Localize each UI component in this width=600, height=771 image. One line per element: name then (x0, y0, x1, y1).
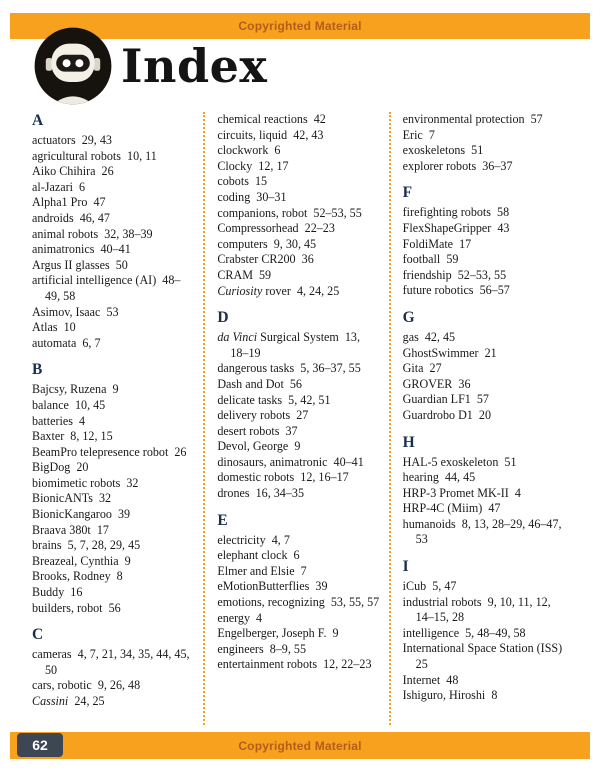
index-section-letter-b: B (32, 361, 43, 379)
index-entry: Aiko Chihira 26 (32, 164, 114, 179)
index-entry: Dash and Dot 56 (217, 376, 302, 391)
index-entry: animal robots 32, 38–39 (32, 226, 153, 241)
index-entry: emotions, recognizing 53, 55, 57 (217, 595, 380, 610)
index-entry: intelligence 5, 48–49, 58 (402, 625, 526, 640)
index-entry: chemical reactions 42 (217, 112, 326, 126)
index-entry: artificial intelligence (AI) 48–49, 58 (32, 273, 181, 303)
index-entry: biomimetic robots 32 (32, 475, 139, 490)
index-entry: engineers 8–9, 55 (217, 641, 306, 656)
index-entry: Internet 48 (402, 672, 459, 687)
index-entry: Braava 380t 17 (32, 522, 109, 537)
index-entry: dinosaurs, animatronic 40–41 (217, 454, 364, 469)
index-entry: exoskeletons 51 (402, 143, 484, 158)
index-entry: HAL-5 exoskeleton 51 (402, 454, 517, 469)
index-entry: CRAM 59 (217, 267, 272, 282)
index-entry: Asimov, Isaac 53 (32, 304, 119, 319)
index-entry: Buddy 16 (32, 585, 83, 600)
index-entry: Breazeal, Cynthia 9 (32, 553, 131, 568)
index-entry: Engelberger, Joseph F. 9 (217, 626, 339, 641)
index-entry: Atlas 10 (32, 320, 76, 335)
index-entry: iCub 5, 47 (402, 579, 457, 594)
index-entry: BionicANTs 32 (32, 491, 112, 506)
index-entry: humanoids 8, 13, 28–29, 46–47, 53 (402, 516, 565, 547)
index-entry: industrial robots 9, 10, 11, 12, 14–15, 28 (402, 594, 554, 625)
index-section-letter-c: C (32, 626, 44, 644)
index-entry: desert robots 37 (217, 423, 298, 438)
index-entry: GROVER 36 (402, 376, 471, 391)
index-entry: Baxter 8, 12, 15 (32, 429, 113, 444)
page-title: Index (121, 39, 268, 93)
index-entry: drones 16, 34–35 (217, 486, 304, 501)
masthead (33, 26, 267, 106)
index-entry: Compressorhead 22–23 (217, 221, 335, 236)
index-section-letter-d: D (217, 309, 229, 327)
index-entry: electricity 4, 7 (217, 532, 290, 547)
index-entry: football 59 (402, 252, 459, 267)
index-entry: future robotics 56–57 (402, 283, 510, 298)
page-number-badge: 62 (17, 733, 63, 757)
index-section-letter-a: A (32, 112, 44, 129)
index-entry: HRP-4C (Miim) 47 (402, 501, 501, 516)
bottom-banner-text: Copyrighted Material (238, 738, 362, 753)
index-entry: delivery robots 27 (217, 408, 309, 423)
index-entry: cameras 4, 7, 21, 34, 35, 44, 45, 50 (32, 647, 193, 677)
index-entry: coding 30–31 (217, 189, 287, 204)
index-section-letter-i: I (402, 558, 409, 576)
index-entry: Crabster CR200 36 (217, 252, 314, 267)
index-entry: clockwork 6 (217, 143, 281, 158)
index-entry: BionicKangaroo 39 (32, 507, 131, 522)
index-entry: entertainment robots 12, 22–23 (217, 657, 372, 672)
index-column-3 (389, 112, 574, 725)
top-banner-text: Copyrighted Material (238, 19, 362, 33)
index-entry: androids 46, 47 (32, 210, 110, 225)
index-entry: balance 10, 45 (32, 397, 106, 412)
index-entry: International Space Station (ISS) 25 (402, 641, 569, 672)
index-entry: eMotionButterflies 39 (217, 579, 328, 594)
index-entry: agricultural robots 10, 11 (32, 148, 157, 163)
index-column-2 (203, 112, 388, 725)
index-entry: computers 9, 30, 45 (217, 236, 317, 251)
index-section-letter-g: G (402, 308, 415, 326)
index-entry: Gita 27 (402, 361, 442, 376)
index-entry: firefighting robots 58 (402, 205, 510, 220)
index-entry: Ishiguro, Hiroshi 8 (402, 688, 498, 703)
index-entry: circuits, liquid 42, 43 (217, 127, 324, 142)
index-entry: friendship 52–53, 55 (402, 267, 507, 282)
index-columns (32, 112, 574, 725)
index-entry: BeamPro telepresence robot 26 (32, 444, 187, 459)
index-entry: Guardrobo D1 20 (402, 407, 491, 422)
index-entry: Argus II glasses 50 (32, 257, 128, 272)
index-entry: batteries 4 (32, 413, 86, 428)
index-entry: Devol, George 9 (217, 439, 301, 454)
index-entry: energy 4 (217, 610, 263, 625)
index-entry: Bajcsy, Ruzena 9 (32, 382, 119, 397)
index-entry: Alpha1 Pro 47 (32, 195, 106, 210)
index-entry: BigDog 20 (32, 460, 89, 475)
index-entry: da Vinci Surgical System 13, 18–19 (217, 330, 364, 360)
index-entry: FlexShapeGripper 43 (402, 220, 510, 235)
index-entry: al-Jazari 6 (32, 179, 86, 194)
index-entry: explorer robots 36–37 (402, 158, 513, 173)
index-entry: Eric 7 (402, 127, 435, 142)
index-section-letter-f: F (402, 184, 413, 202)
index-entry: FoldiMate 17 (402, 236, 472, 251)
bottom-banner (10, 732, 590, 759)
index-entry: Clocky 12, 17 (217, 158, 289, 173)
index-section-letter-h: H (402, 433, 415, 451)
index-entry: cobots 15 (217, 174, 268, 189)
index-entry: domestic robots 12, 16–17 (217, 470, 349, 485)
index-entry: Guardian LF1 57 (402, 392, 489, 407)
index-section-letter-e: E (217, 511, 228, 529)
index-entry: HRP-3 Promet MK-II 4 (402, 485, 521, 500)
index-entry: dangerous tasks 5, 36–37, 55 (217, 361, 361, 376)
index-entry: Curiosity rover 4, 24, 25 (217, 283, 340, 298)
index-entry: environmental protection 57 (402, 112, 543, 126)
index-column-1 (32, 112, 203, 725)
index-entry: gas 42, 45 (402, 329, 456, 344)
index-entry: animatronics 40–41 (32, 242, 131, 257)
index-entry: builders, robot 56 (32, 600, 121, 615)
index-entry: actuators 29, 43 (32, 133, 112, 147)
index-entry: companions, robot 52–53, 55 (217, 205, 362, 220)
index-entry: automata 6, 7 (32, 335, 101, 350)
index-entry: elephant clock 6 (217, 548, 300, 563)
index-entry: GhostSwimmer 21 (402, 345, 497, 360)
index-entry: Elmer and Elsie 7 (217, 563, 307, 578)
index-entry: cars, robotic 9, 26, 48 (32, 678, 141, 693)
index-entry: hearing 44, 45 (402, 470, 476, 485)
index-entry: delicate tasks 5, 42, 51 (217, 392, 331, 407)
robot-logo-icon (33, 26, 113, 106)
index-entry: Cassini 24, 25 (32, 694, 105, 708)
index-entry: brains 5, 7, 28, 29, 45 (32, 538, 141, 553)
index-entry: Brooks, Rodney 8 (32, 569, 123, 584)
